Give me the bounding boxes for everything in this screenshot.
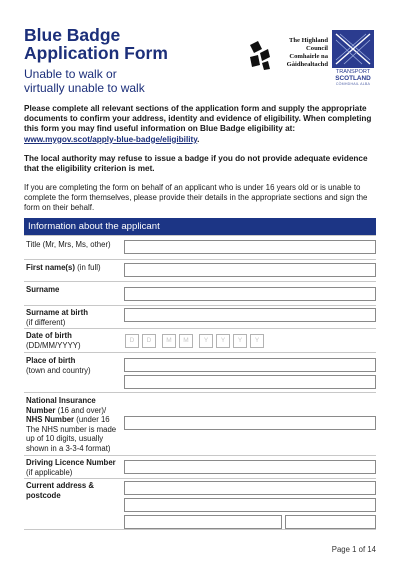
council-line-4: Gàidhealtachd [286,61,328,68]
council-line-3: Comhairle na [289,53,328,60]
surname-label-text: Surname [26,285,60,294]
dob-digit-y1[interactable]: Y [199,334,213,348]
title-input[interactable] [124,240,376,254]
surname-label [26,285,122,295]
row-title [24,235,376,259]
row-licence [24,455,376,478]
page-number: Page 1 of 14 [331,545,376,554]
licence-label-text: Driving Licence Number [26,458,116,467]
dob-label-text: Date of birth [26,331,72,340]
subtitle-line-1: Unable to walk or [24,67,117,81]
address-input-line-3[interactable] [124,515,282,529]
ni-number-label-text: National Insurance Number [26,396,96,415]
surname-birth-label-text: Surname at birth [26,308,88,317]
form-subtitle [24,67,234,95]
address-label [26,481,122,500]
dob-hint: (DD/MM/YYYY) [26,340,81,350]
first-names-label [26,263,122,273]
dob-digit-y3[interactable]: Y [233,334,247,348]
intro-paragraph [24,104,376,145]
intro-text-end: . [197,134,200,144]
title-line-2: Application Form [24,43,168,63]
title-label [26,240,122,250]
row-surname [24,281,376,305]
form-title [24,26,234,62]
first-names-label-text: First name(s) [26,263,75,272]
highland-council-wordmark [268,37,328,69]
place-of-birth-input-line-1[interactable] [124,358,376,372]
council-line-1: The Highland [288,37,328,44]
dob-digit-m1[interactable]: M [162,334,176,348]
intro-text: Please complete all relevant sections of the application form and supply the appropriate documents to confirm your address, identity and evidence of eligibility. When completing this form you may find useful information on Blue Badge eligibility at: [24,104,372,134]
dob-digit-y4[interactable]: Y [250,334,264,348]
surname-input[interactable] [124,287,376,301]
address-input-line-2[interactable] [124,498,376,512]
place-of-birth-label-text: Place of birth [26,356,76,365]
ni-number-input[interactable] [124,416,376,430]
place-of-birth-input-line-2[interactable] [124,375,376,389]
licence-hint: (if applicable) [26,467,73,477]
dob-digit-m2[interactable]: M [179,334,193,348]
surname-birth-input[interactable] [124,308,376,322]
council-line-2: Council [306,45,328,52]
eligibility-link[interactable]: www.mygov.scot/apply-blue-badge/eligibility [24,134,198,144]
address-input-line-1[interactable] [124,481,376,495]
subtitle-line-2: virtually unable to walk [24,81,145,95]
dob-digit-y2[interactable]: Y [216,334,230,348]
surname-birth-label [26,308,122,327]
licence-input[interactable] [124,460,376,474]
row-first-names [24,259,376,281]
refusal-notice: The local authority may refuse to issue a badge if you do not provide adequate evidence that the eligibility criterion is met. [24,154,368,174]
nhs-number-label-text: NHS Number [26,415,75,425]
behalf-notice: If you are completing the form on behalf of an applicant who is under 16 years old or is unable to complete the form themselves, please provide their details in the appropriate sections and sign the form on their behalf. [24,183,368,213]
row-surname-birth [24,305,376,328]
row-address [24,478,376,530]
ni-number-hint: (16 and over)/ [57,405,107,415]
place-of-birth-label [26,356,122,375]
licence-label [26,458,122,477]
row-place-of-birth [24,352,376,392]
scotland-word: SCOTLAND [335,75,371,82]
highland-council-logo [248,37,328,77]
first-names-input[interactable] [124,263,376,277]
ni-number-label [26,396,122,454]
title-line-1: Blue Badge [24,25,121,45]
title-label-text: Title [26,240,41,249]
dob-digit-d2[interactable]: D [142,334,156,348]
dob-digit-d1[interactable]: D [125,334,139,348]
title-hint: (Mr, Mrs, Ms, other) [42,240,111,249]
surname-birth-hint: (if different) [26,317,66,327]
place-of-birth-hint: (town and country) [26,365,91,375]
address-label-text: Current address & postcode [26,481,95,500]
row-dob [24,328,376,352]
gaelic-word: CÒMHDHAIL ALBA [335,82,371,86]
dob-label [26,331,122,350]
postcode-input[interactable] [285,515,376,529]
transport-scotland-logo [332,30,374,86]
transport-word: TRANSPORT [335,69,371,75]
nhs-number-hint: (under 16 The NHS number is made up of 10 digits, usually shown in a 3-3-4 format) [26,415,117,453]
first-names-hint: (in full) [77,263,101,272]
transport-scotland-badge-icon [332,30,374,68]
section-heading-applicant: Information about the applicant [24,218,376,235]
row-ni-number [24,392,376,455]
